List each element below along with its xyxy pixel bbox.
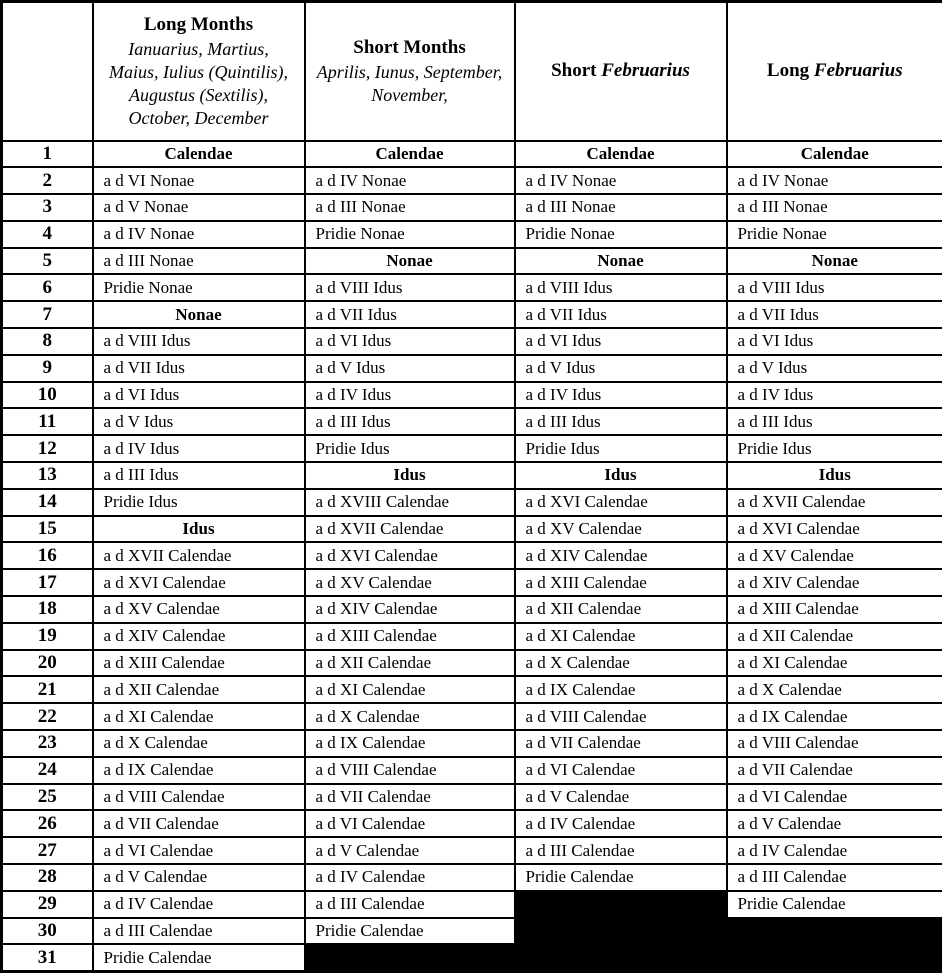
date-cell-short-months: Nonae: [305, 248, 515, 275]
date-cell-short-months: a d III Calendae: [305, 891, 515, 918]
table-row: [2, 569, 942, 596]
day-number: 4: [2, 221, 93, 248]
day-number: 18: [2, 596, 93, 623]
day-number: 12: [2, 435, 93, 462]
day-number: 28: [2, 864, 93, 891]
day-number: 11: [2, 408, 93, 435]
col-header-short-februarius: [515, 2, 727, 141]
date-cell-short-months: a d XVIII Calendae: [305, 489, 515, 516]
table-row: [2, 542, 942, 569]
date-cell-long-months: a d III Calendae: [93, 918, 305, 945]
date-cell-long-februarius: a d III Nonae: [727, 194, 942, 221]
date-cell-long-februarius: a d XV Calendae: [727, 542, 942, 569]
table-row: [2, 194, 942, 221]
table-row: [2, 676, 942, 703]
day-number: 26: [2, 810, 93, 837]
date-cell-short-months: a d VII Calendae: [305, 784, 515, 811]
table-row: [2, 703, 942, 730]
day-number: 23: [2, 730, 93, 757]
date-cell-short-months: Calendae: [305, 141, 515, 168]
date-cell-short-februarius: a d IV Nonae: [515, 167, 727, 194]
date-cell-long-februarius: Pridie Calendae: [727, 891, 942, 918]
date-cell-short-months: a d VI Calendae: [305, 810, 515, 837]
day-number: 20: [2, 650, 93, 677]
date-cell-short-months: a d III Nonae: [305, 194, 515, 221]
table-row: [2, 650, 942, 677]
date-cell-short-februarius: a d VI Calendae: [515, 757, 727, 784]
date-cell-short-februarius: a d X Calendae: [515, 650, 727, 677]
date-cell-long-months: a d V Nonae: [93, 194, 305, 221]
blacked-out-cell-long-februarius: [727, 918, 942, 945]
date-cell-short-months: a d III Idus: [305, 408, 515, 435]
col-header-short-months: [305, 2, 515, 141]
date-cell-long-februarius: a d XIII Calendae: [727, 596, 942, 623]
day-number: 15: [2, 516, 93, 543]
date-cell-short-months: a d VI Idus: [305, 328, 515, 355]
table-row: [2, 596, 942, 623]
date-cell-short-februarius: a d III Nonae: [515, 194, 727, 221]
date-cell-long-februarius: a d X Calendae: [727, 676, 942, 703]
date-cell-short-februarius: a d III Idus: [515, 408, 727, 435]
date-cell-long-months: a d IX Calendae: [93, 757, 305, 784]
date-cell-long-months: a d VI Calendae: [93, 837, 305, 864]
day-number: 8: [2, 328, 93, 355]
blacked-out-cell-short-februarius: [515, 944, 727, 971]
date-cell-short-februarius: a d XII Calendae: [515, 596, 727, 623]
day-number: 27: [2, 837, 93, 864]
long-februarius-month: Februarius: [813, 60, 903, 82]
day-number: 17: [2, 569, 93, 596]
day-number: 25: [2, 784, 93, 811]
date-cell-long-februarius: a d III Calendae: [727, 864, 942, 891]
table-row: [2, 891, 942, 918]
date-cell-long-months: a d VII Calendae: [93, 810, 305, 837]
table-row: [2, 328, 942, 355]
table-row: [2, 489, 942, 516]
date-cell-long-februarius: a d XI Calendae: [727, 650, 942, 677]
date-cell-short-februarius: a d VII Calendae: [515, 730, 727, 757]
date-cell-short-februarius: a d IV Idus: [515, 382, 727, 409]
date-cell-short-februarius: a d XIV Calendae: [515, 542, 727, 569]
date-cell-short-februarius: a d V Calendae: [515, 784, 727, 811]
date-cell-long-februarius: a d IV Nonae: [727, 167, 942, 194]
date-cell-long-months: a d XII Calendae: [93, 676, 305, 703]
day-number: 1: [2, 141, 93, 168]
date-cell-short-februarius: a d VIII Idus: [515, 274, 727, 301]
date-cell-long-months: a d IV Nonae: [93, 221, 305, 248]
date-cell-short-months: a d V Idus: [305, 355, 515, 382]
date-cell-long-months: a d IV Idus: [93, 435, 305, 462]
short-months-subtitle: Aprilis, Iunus, September, November,: [316, 61, 503, 105]
date-cell-long-februarius: a d IX Calendae: [727, 703, 942, 730]
date-cell-long-months: a d XIII Calendae: [93, 650, 305, 677]
day-number: 24: [2, 757, 93, 784]
short-months-title: Short Months: [353, 36, 466, 58]
date-cell-short-months: a d VII Idus: [305, 301, 515, 328]
table-row: [2, 944, 942, 971]
table-row: [2, 757, 942, 784]
date-cell-long-months: a d IV Calendae: [93, 891, 305, 918]
date-cell-long-months: a d VI Idus: [93, 382, 305, 409]
day-number: 29: [2, 891, 93, 918]
date-cell-long-februarius: Nonae: [727, 248, 942, 275]
date-cell-long-februarius: Calendae: [727, 141, 942, 168]
day-number: 6: [2, 274, 93, 301]
date-cell-short-months: a d IV Idus: [305, 382, 515, 409]
date-cell-short-months: a d XIV Calendae: [305, 596, 515, 623]
day-number: 16: [2, 542, 93, 569]
date-cell-long-februarius: a d VII Idus: [727, 301, 942, 328]
date-cell-short-months: a d VIII Calendae: [305, 757, 515, 784]
date-cell-short-months: Pridie Nonae: [305, 221, 515, 248]
date-cell-short-februarius: a d VI Idus: [515, 328, 727, 355]
date-cell-short-months: Idus: [305, 462, 515, 489]
date-cell-long-februarius: a d XII Calendae: [727, 623, 942, 650]
date-cell-long-months: a d V Calendae: [93, 864, 305, 891]
date-cell-long-months: a d III Idus: [93, 462, 305, 489]
date-cell-short-februarius: Calendae: [515, 141, 727, 168]
table-row: [2, 382, 942, 409]
table-row: [2, 462, 942, 489]
day-number: 14: [2, 489, 93, 516]
date-cell-long-months: Pridie Idus: [93, 489, 305, 516]
date-cell-short-februarius: Pridie Calendae: [515, 864, 727, 891]
date-cell-long-months: a d XIV Calendae: [93, 623, 305, 650]
blacked-out-cell-long-februarius: [727, 944, 942, 971]
date-cell-short-februarius: a d XI Calendae: [515, 623, 727, 650]
long-months-title: Long Months: [143, 13, 254, 35]
date-cell-long-februarius: a d IV Idus: [727, 382, 942, 409]
date-cell-short-months: a d XII Calendae: [305, 650, 515, 677]
date-cell-short-februarius: a d V Idus: [515, 355, 727, 382]
date-cell-long-months: a d XVII Calendae: [93, 542, 305, 569]
day-number: 5: [2, 248, 93, 275]
day-number: 7: [2, 301, 93, 328]
date-cell-short-months: a d XVI Calendae: [305, 542, 515, 569]
date-cell-long-februarius: a d XIV Calendae: [727, 569, 942, 596]
date-cell-long-months: a d XV Calendae: [93, 596, 305, 623]
table-row: [2, 141, 942, 168]
day-number: 3: [2, 194, 93, 221]
date-cell-short-februarius: a d XVI Calendae: [515, 489, 727, 516]
date-cell-short-months: a d XIII Calendae: [305, 623, 515, 650]
date-cell-short-months: Pridie Calendae: [305, 918, 515, 945]
day-number: 22: [2, 703, 93, 730]
date-cell-short-februarius: Pridie Nonae: [515, 221, 727, 248]
date-cell-short-februarius: a d VII Idus: [515, 301, 727, 328]
table-row: [2, 408, 942, 435]
date-cell-long-februarius: a d VIII Calendae: [727, 730, 942, 757]
short-februarius-month: Februarius: [601, 60, 690, 82]
table-row: [2, 864, 942, 891]
date-cell-short-februarius: Idus: [515, 462, 727, 489]
date-cell-short-months: a d IV Calendae: [305, 864, 515, 891]
table-row: [2, 784, 942, 811]
header-row: [2, 2, 942, 141]
date-cell-long-months: Idus: [93, 516, 305, 543]
day-number: 9: [2, 355, 93, 382]
date-cell-long-februarius: a d XVI Calendae: [727, 516, 942, 543]
date-cell-short-months: a d XI Calendae: [305, 676, 515, 703]
date-cell-short-months: a d V Calendae: [305, 837, 515, 864]
table-row: [2, 623, 942, 650]
table-row: [2, 301, 942, 328]
table-row: [2, 355, 942, 382]
date-cell-short-months: a d VIII Idus: [305, 274, 515, 301]
corner-cell: [2, 2, 93, 141]
date-cell-long-months: a d X Calendae: [93, 730, 305, 757]
day-number: 30: [2, 918, 93, 945]
date-cell-long-februarius: a d XVII Calendae: [727, 489, 942, 516]
date-cell-short-februarius: a d XIII Calendae: [515, 569, 727, 596]
day-number: 31: [2, 944, 93, 971]
date-cell-long-months: a d III Nonae: [93, 248, 305, 275]
date-cell-short-months: a d IV Nonae: [305, 167, 515, 194]
date-cell-long-februarius: a d VI Calendae: [727, 784, 942, 811]
table-row: [2, 516, 942, 543]
date-cell-short-months: a d IX Calendae: [305, 730, 515, 757]
date-cell-long-months: a d XI Calendae: [93, 703, 305, 730]
day-number: 21: [2, 676, 93, 703]
date-cell-long-months: a d VIII Calendae: [93, 784, 305, 811]
date-cell-short-months: a d XVII Calendae: [305, 516, 515, 543]
date-cell-long-februarius: Pridie Idus: [727, 435, 942, 462]
table-row: [2, 167, 942, 194]
date-cell-long-months: Nonae: [93, 301, 305, 328]
table-row: [2, 810, 942, 837]
day-number: 13: [2, 462, 93, 489]
date-cell-long-februarius: a d VII Calendae: [727, 757, 942, 784]
table-row: [2, 730, 942, 757]
date-cell-long-februarius: a d VIII Idus: [727, 274, 942, 301]
table-row: [2, 837, 942, 864]
date-cell-short-februarius: Nonae: [515, 248, 727, 275]
long-februarius-prefix: Long: [766, 60, 810, 82]
blacked-out-cell-short-months: [305, 944, 515, 971]
table-row: [2, 274, 942, 301]
table-row: [2, 221, 942, 248]
table-row: [2, 918, 942, 945]
date-cell-long-februarius: Pridie Nonae: [727, 221, 942, 248]
date-cell-short-februarius: a d XV Calendae: [515, 516, 727, 543]
date-cell-long-februarius: a d IV Calendae: [727, 837, 942, 864]
col-header-long-februarius: [727, 2, 942, 141]
blacked-out-cell-short-februarius: [515, 891, 727, 918]
date-cell-short-months: Pridie Idus: [305, 435, 515, 462]
short-februarius-prefix: Short: [551, 60, 597, 82]
table-row: [2, 248, 942, 275]
date-cell-long-februarius: a d V Calendae: [727, 810, 942, 837]
day-number: 10: [2, 382, 93, 409]
day-number: 19: [2, 623, 93, 650]
date-cell-short-months: a d XV Calendae: [305, 569, 515, 596]
day-number: 2: [2, 167, 93, 194]
date-cell-long-months: a d VI Nonae: [93, 167, 305, 194]
date-cell-short-months: a d X Calendae: [305, 703, 515, 730]
table-row: [2, 435, 942, 462]
date-cell-long-februarius: a d III Idus: [727, 408, 942, 435]
date-cell-long-months: a d VII Idus: [93, 355, 305, 382]
date-cell-short-februarius: Pridie Idus: [515, 435, 727, 462]
date-cell-long-months: Pridie Nonae: [93, 274, 305, 301]
date-cell-short-februarius: a d IX Calendae: [515, 676, 727, 703]
date-cell-long-months: a d XVI Calendae: [93, 569, 305, 596]
date-cell-short-februarius: a d IV Calendae: [515, 810, 727, 837]
date-cell-long-months: Calendae: [93, 141, 305, 168]
date-cell-long-months: Pridie Calendae: [93, 944, 305, 971]
date-cell-short-februarius: a d VIII Calendae: [515, 703, 727, 730]
date-cell-short-februarius: a d III Calendae: [515, 837, 727, 864]
col-header-long-months: [93, 2, 305, 141]
long-months-subtitle: Ianuarius, Martius, Maius, Iulius (Quintilis), Augustus (Sextilis), October, December: [109, 38, 288, 128]
date-cell-long-februarius: a d V Idus: [727, 355, 942, 382]
date-cell-long-months: a d V Idus: [93, 408, 305, 435]
date-cell-long-februarius: Idus: [727, 462, 942, 489]
blacked-out-cell-short-februarius: [515, 918, 727, 945]
date-cell-long-februarius: a d VI Idus: [727, 328, 942, 355]
date-cell-long-months: a d VIII Idus: [93, 328, 305, 355]
